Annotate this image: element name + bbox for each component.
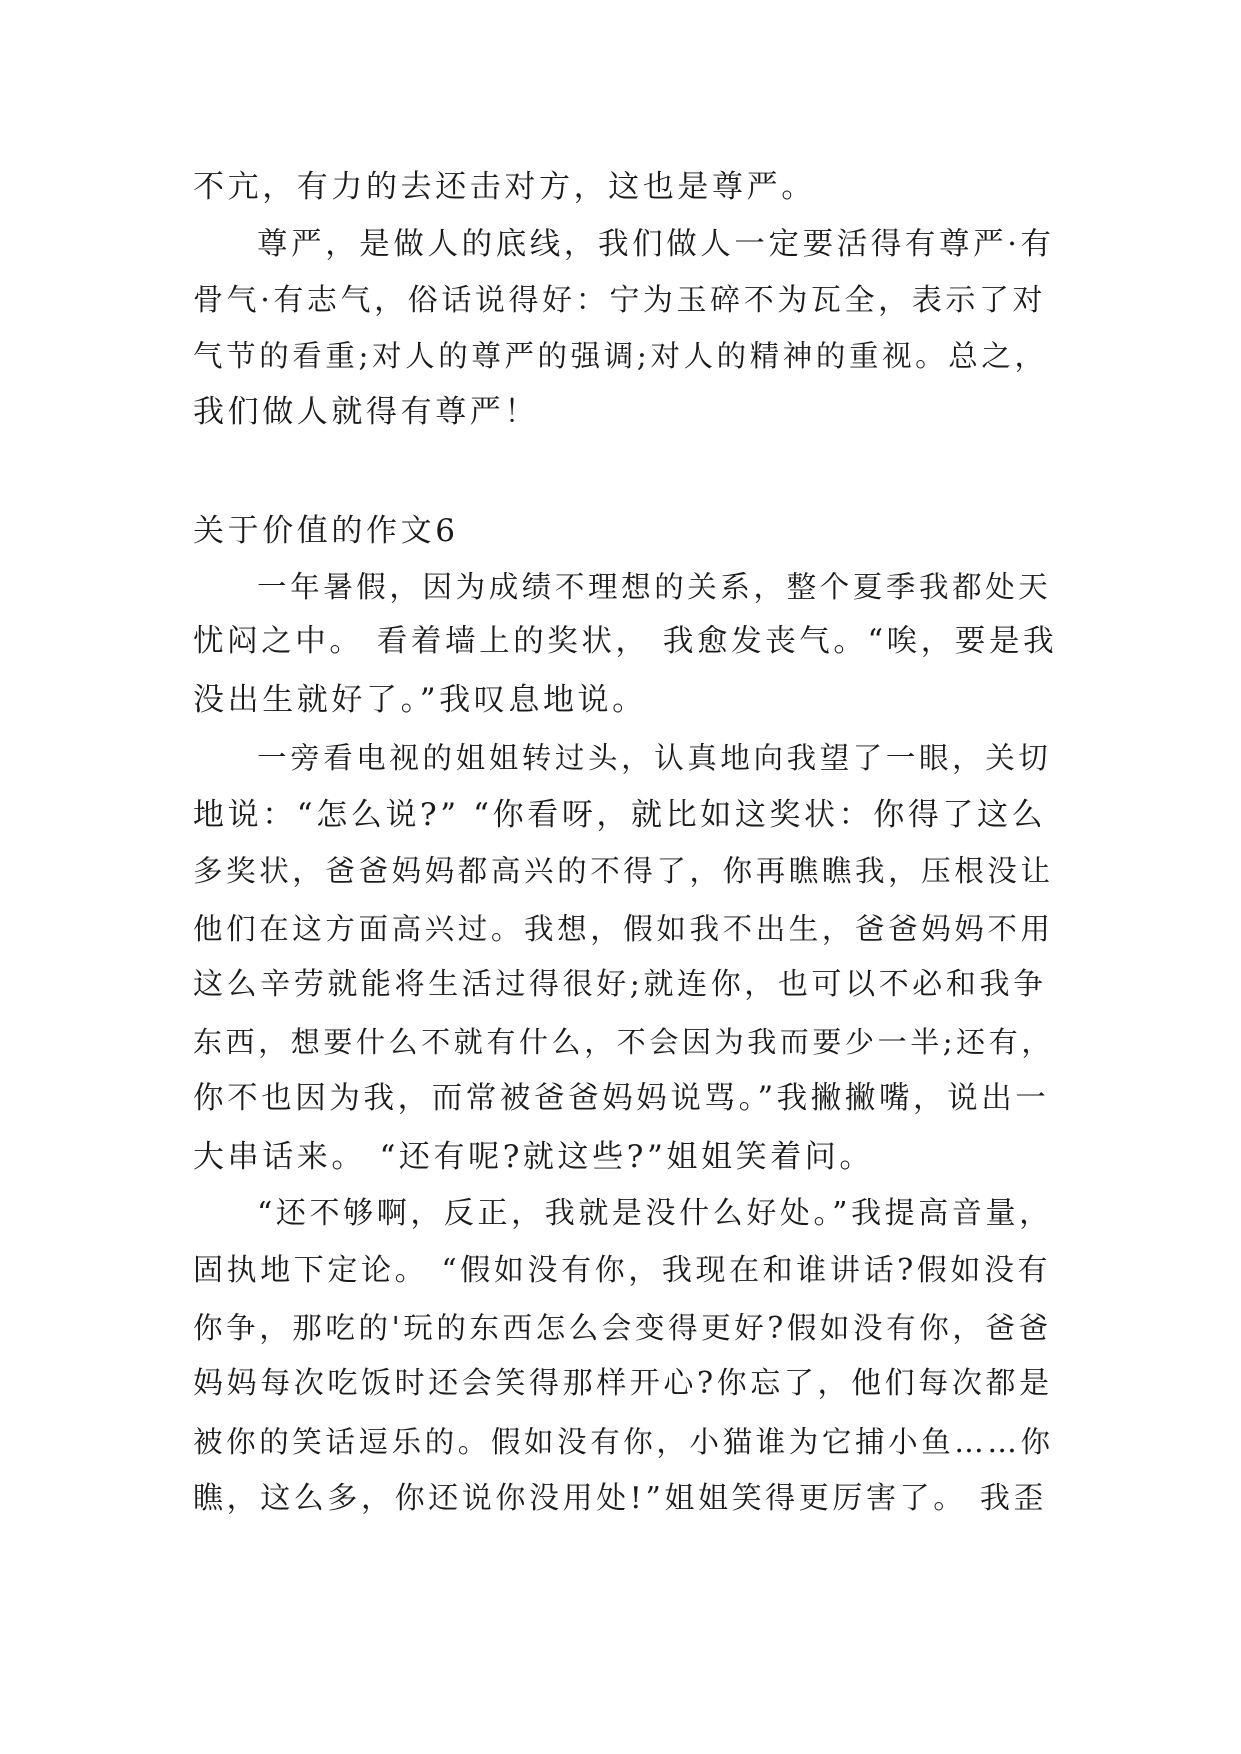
paragraph-line: 瞧，这么多，你还说你没用处!”姐姐笑得更厉害了。 我歪	[193, 1481, 1048, 1516]
section-heading: 关于价值的作文6	[193, 513, 459, 549]
paragraph-line: 固执地下定论。 “假如没有你，我现在和谁讲话?假如没有	[193, 1253, 1052, 1288]
paragraph-line: 气节的看重;对人的尊严的强调;对人的精神的重视。总之，	[193, 339, 1048, 373]
paragraph-line: 骨气·有志气，俗话说得好：宁为玉碎不为瓦全，表示了对	[193, 283, 1047, 318]
paragraph-line: 没出生就好了。”我叹息地说。	[193, 682, 647, 718]
paragraph-line: 一旁看电视的姐姐转过头，认真地向我望了一眼，关切	[257, 741, 1052, 775]
paragraph-line: 他们在这方面高兴过。我想，假如我不出生，爸爸妈妈不用	[193, 912, 1054, 946]
paragraph-line: 被你的笑话逗乐的。假如没有你，小猫谁为它捕小鱼……你	[193, 1425, 1054, 1459]
paragraph-line: 妈妈每次吃饭时还会笑得那样开心?你忘了，他们每次都是	[193, 1366, 1053, 1401]
paragraph-line: 大串话来。 “还有呢?就这些?”姐姐笑着问。	[193, 1139, 874, 1175]
paragraph-line: 尊严，是做人的底线，我们做人一定要活得有尊严·有	[257, 227, 1055, 262]
paragraph-line: 我们做人就得有尊严！	[193, 394, 539, 430]
paragraph-line: “还不够啊，反正，我就是没什么好处。”我提高音量，	[257, 1196, 1053, 1231]
paragraph-line: 一年暑假，因为成绩不理想的关系，整个夏季我都处天	[257, 570, 1052, 604]
paragraph-line: 不亢，有力的去还击对方，这也是尊严。	[193, 169, 816, 205]
paragraph-line: 你不也因为我，而常被爸爸妈妈说骂。”我撇撇嘴，说出一	[193, 1081, 1050, 1116]
paragraph-line: 多奖状，爸爸妈妈都高兴的不得了，你再瞧瞧我，压根没让	[193, 854, 1054, 888]
paragraph-line: 你争，那吃的'玩的东西怎么会变得更好?假如没有你，爸爸	[193, 1311, 1052, 1345]
paragraph-line: 忧闷之中。 看着墙上的奖状， 我愈发丧气。“唉，要是我	[193, 624, 1058, 659]
paragraph-line: 这么辛劳就能将生活过得很好;就连你，也可以不必和我争	[193, 967, 1047, 1002]
paragraph-line: 地说：“怎么说?” “你看呀，就比如这奖状：你得了这么	[193, 797, 1047, 833]
paragraph-line: 东西，想要什么不就有什么，不会因为我而要少一半;还有，	[193, 1025, 1054, 1059]
